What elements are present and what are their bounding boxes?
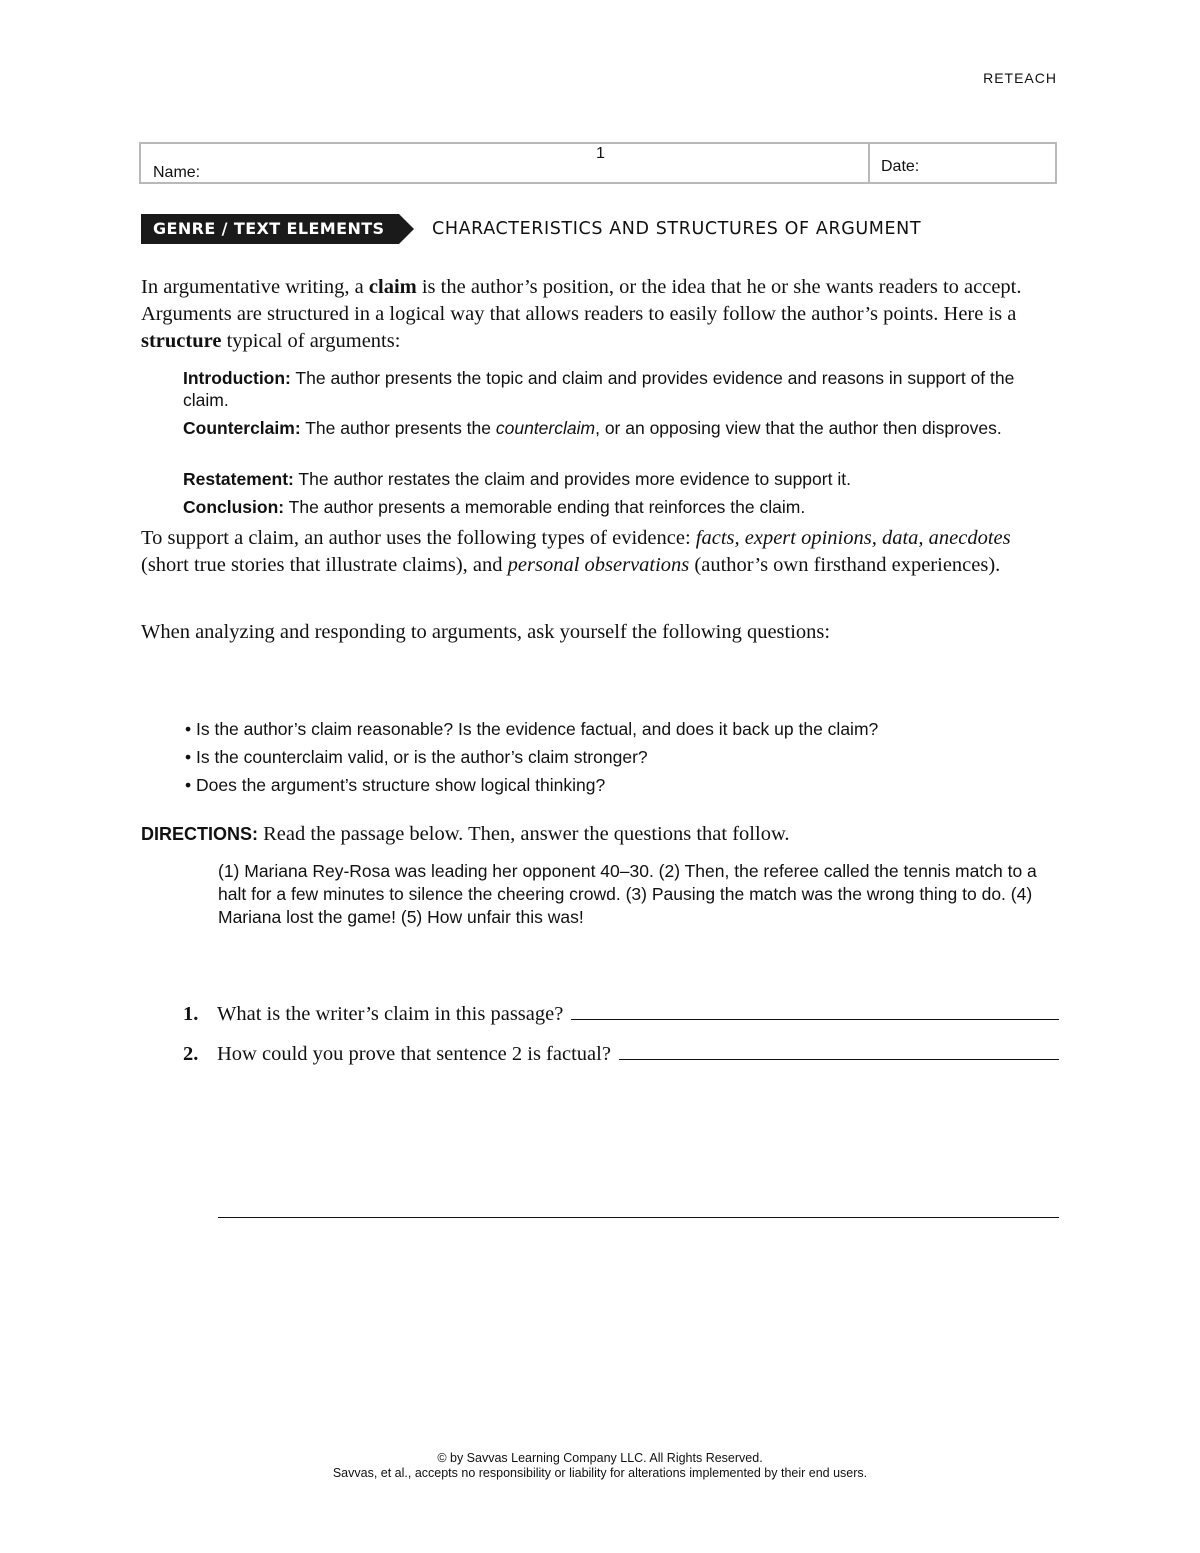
intro-text-1: In argumentative writing, a bbox=[141, 276, 369, 298]
structure-text: The author presents the bbox=[300, 418, 496, 438]
structure-item-counterclaim bbox=[183, 417, 1043, 439]
name-label: Name: bbox=[153, 164, 201, 181]
questions-intro: When analyzing and responding to arguments, ask yourself the following questions: bbox=[141, 621, 831, 643]
page-number: 1 bbox=[596, 145, 605, 162]
name-date-box bbox=[139, 142, 1057, 184]
structure-text: , or an opposing view that the author then disproves. bbox=[595, 418, 1002, 438]
question-bullet: • Is the counterclaim valid, or is the author’s claim stronger? bbox=[185, 747, 648, 767]
reteach-label: RETEACH bbox=[983, 70, 1057, 86]
intro-paragraph bbox=[141, 274, 1059, 355]
intro-text-3: typical of arguments: bbox=[221, 330, 401, 352]
question-number: 2. bbox=[183, 1043, 199, 1065]
footer bbox=[0, 1451, 1200, 1481]
disclaimer-line: Savvas, et al., accepts no responsibility or liability for alterations implemented by their end users. bbox=[332, 1466, 868, 1480]
genre-tag-arrow bbox=[399, 214, 414, 244]
evidence-text-1: To support a claim, an author uses the following types of evidence: bbox=[141, 527, 696, 549]
evidence-text-3: (author’s own firsthand experiences). bbox=[689, 554, 1001, 576]
structure-term: structure bbox=[141, 330, 222, 352]
structure-term: Conclusion: bbox=[183, 497, 285, 517]
answer-line[interactable] bbox=[571, 999, 1059, 1020]
structure-term: Restatement: bbox=[183, 469, 294, 489]
evidence-text-2: (short true stories that illustrate claims), and bbox=[141, 554, 508, 576]
structure-item-introduction bbox=[183, 367, 1043, 411]
structure-term: Introduction: bbox=[183, 368, 291, 388]
structure-text: The author presents the topic and claim and provides evidence and reasons in support of the claim. bbox=[183, 368, 1015, 410]
claim-term: claim bbox=[368, 276, 417, 298]
evidence-types-italic: facts, expert opinions, data, anecdotes bbox=[695, 527, 1011, 549]
name-date-divider bbox=[868, 144, 870, 182]
genre-tag: GENRE / TEXT ELEMENTS bbox=[141, 214, 399, 244]
structure-item-restatement bbox=[183, 468, 1043, 490]
date-label: Date: bbox=[881, 158, 920, 175]
question-text: What is the writer’s claim in this passage? bbox=[217, 1003, 564, 1025]
question-text: How could you prove that sentence 2 is factual? bbox=[217, 1043, 611, 1065]
passage: (1) Mariana Rey-Rosa was leading her opponent 40–30. (2) Then, the referee called the tennis match to a halt for a few minutes to silence the cheering crowd. (3) Pausing the match was the wrong thing to do. (4) Mariana lost the game! (5) How unfair this was! bbox=[218, 861, 1037, 927]
personal-observations-italic: personal observations bbox=[507, 554, 690, 576]
question-1 bbox=[183, 999, 1059, 1028]
structure-text: The author restates the claim and provides more evidence to support it. bbox=[293, 469, 851, 489]
structure-text: The author presents a memorable ending that reinforces the claim. bbox=[284, 497, 806, 517]
question-number: 1. bbox=[183, 1003, 199, 1025]
answer-line[interactable] bbox=[619, 1039, 1059, 1060]
directions-text: Read the passage below. Then, answer the questions that follow. bbox=[258, 823, 790, 845]
question-bullet: • Is the author’s claim reasonable? Is the evidence factual, and does it back up the claim? bbox=[185, 719, 879, 739]
section-title: CHARACTERISTICS AND STRUCTURES OF ARGUMENT bbox=[432, 219, 922, 239]
answer-line-extra[interactable] bbox=[218, 1217, 1059, 1218]
structure-item-conclusion bbox=[183, 496, 1043, 518]
intro-text-2: is the author’s position, or the idea that he or she wants readers to accept. Arguments are structured in a logical way that allows readers to easily follow the author’s points. Here is a bbox=[141, 276, 1022, 325]
directions bbox=[141, 821, 1059, 848]
copyright-line: © by Savvas Learning Company LLC. All Rights Reserved. bbox=[437, 1451, 763, 1465]
directions-label: DIRECTIONS: bbox=[141, 824, 258, 844]
evidence-paragraph bbox=[141, 525, 1059, 579]
question-2 bbox=[183, 1039, 1059, 1068]
question-bullet: • Does the argument’s structure show logical thinking? bbox=[185, 775, 606, 795]
counterclaim-italic: counterclaim bbox=[495, 418, 596, 438]
structure-term: Counterclaim: bbox=[183, 418, 301, 438]
